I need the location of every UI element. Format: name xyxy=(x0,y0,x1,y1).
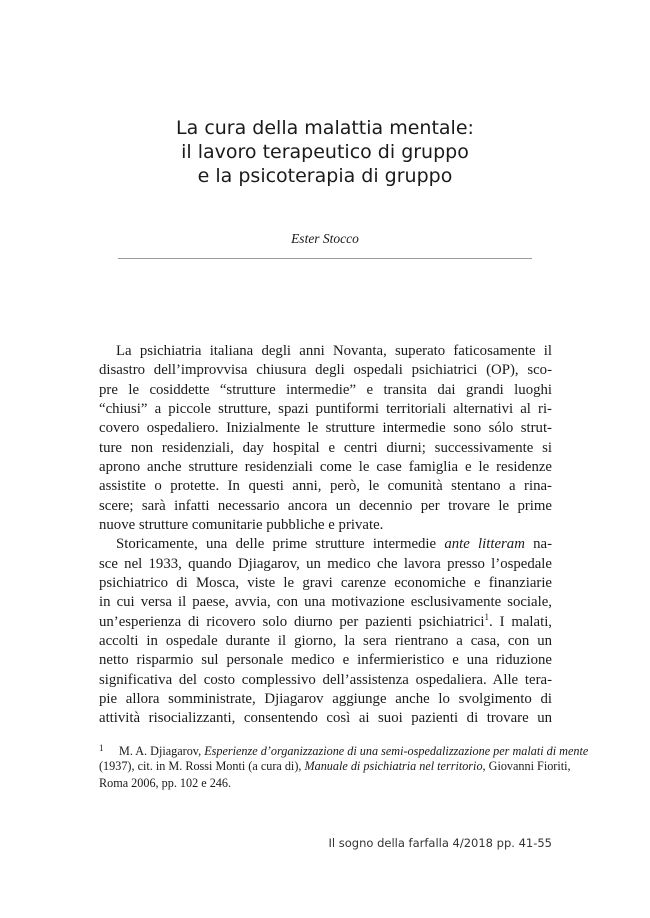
body-line: disastro dell’improvvisa chiusura degli ospedali psichiatrici (OP), sco- xyxy=(99,362,552,379)
body-line: La psichiatria italiana degli anni Novanta, superato faticosamente il xyxy=(116,343,552,359)
body-line: ture non residenziali, day hospital e centri diurni; successivamente si xyxy=(99,439,552,456)
body-line: sce nel 1933, quando Djiagarov, un medico che lavora presso l’ospedale xyxy=(99,555,552,572)
body-line xyxy=(99,613,552,632)
body-line: attività risocializzanti, consentendo così ai suoi pazienti di trovare un xyxy=(99,710,552,727)
body-line: in cui versa il paese, avvia, con una motivazione esclusivamente sociale, xyxy=(99,594,552,611)
body-line: nuove strutture comunitarie pubbliche e private. xyxy=(99,516,384,533)
body-line: assistite o protette. In questi anni, però, le comunità stentano a rina- xyxy=(99,478,552,495)
body-line: aprono anche strutture residenziali come le case famiglia e le residenze xyxy=(99,458,552,475)
title-line: e la psicoterapia di gruppo xyxy=(197,165,453,187)
footnote-book-title: Manuale di psichiatria nel territorio, xyxy=(304,758,486,773)
footnote-line xyxy=(99,758,571,776)
body-text: un’esperienza di ricovero solo diurno per pazienti psichiatrici xyxy=(99,613,485,630)
body-line: pie allora somministrate, Djiagarov aggiunge anche lo svolgimento di xyxy=(99,690,552,707)
body-line: psichiatrico di Mosca, viste le gravi carenze economiche e finanziarie xyxy=(99,574,552,591)
footnote-book-title: Esperienze d’organizzazione di una semi-ospedalizzazione per malati di mente xyxy=(204,744,589,758)
footnote-line: Roma 2006, pp. 102 e 246. xyxy=(99,776,232,790)
article-body xyxy=(99,342,552,729)
title-line: La cura della malattia mentale: xyxy=(176,117,474,139)
body-line: netto risparmio sul personale medico e infermieristico e una riduzione xyxy=(99,652,552,669)
body-line: pre le cosiddette “strutture intermedie” e transita dai grandi luoghi xyxy=(99,381,552,398)
body-line: accolti in ospedale durante il giorno, la sera rientrano a casa, con un xyxy=(99,632,552,649)
body-text: na- xyxy=(524,536,552,553)
latin-phrase: ante litteram xyxy=(444,536,525,553)
footnote-line xyxy=(99,740,589,758)
body-line: covero ospedaliero. Inizialmente le strutture intermedie sono sólo strut- xyxy=(99,420,552,437)
body-text: Storicamente, una delle prime strutture intermedie xyxy=(116,536,445,553)
footnote-reference[interactable]: 1 xyxy=(484,612,490,622)
footnote xyxy=(99,740,589,793)
body-line: “chiusi” a piccole strutture, spazi puntiformi territoriali alternativi al ri- xyxy=(99,400,552,417)
body-line xyxy=(99,535,552,554)
title-line: il lavoro terapeutico di gruppo xyxy=(181,141,469,163)
footnote-text: (1937), cit. in M. Rossi Monti (a cura di), xyxy=(99,758,305,773)
footnote-text: M. A. Djiagarov, xyxy=(119,744,205,758)
body-line: scere; sarà infatti necessario ancora un decennio per trovare le prime xyxy=(99,497,552,514)
journal-citation: Il sogno della farfalla 4/2018 pp. 41-55 xyxy=(328,836,552,850)
footnote-text: Giovanni Fioriti, xyxy=(485,758,571,773)
article-title xyxy=(0,116,650,188)
body-text: . I malati, xyxy=(489,613,552,630)
author-name: Ester Stocco xyxy=(291,231,359,246)
body-line: significativa del costo complessivo dell’assistenza ospedaliera. Alle tera- xyxy=(99,671,552,688)
title-divider xyxy=(118,258,532,259)
footnote-number: 1 xyxy=(99,743,104,753)
